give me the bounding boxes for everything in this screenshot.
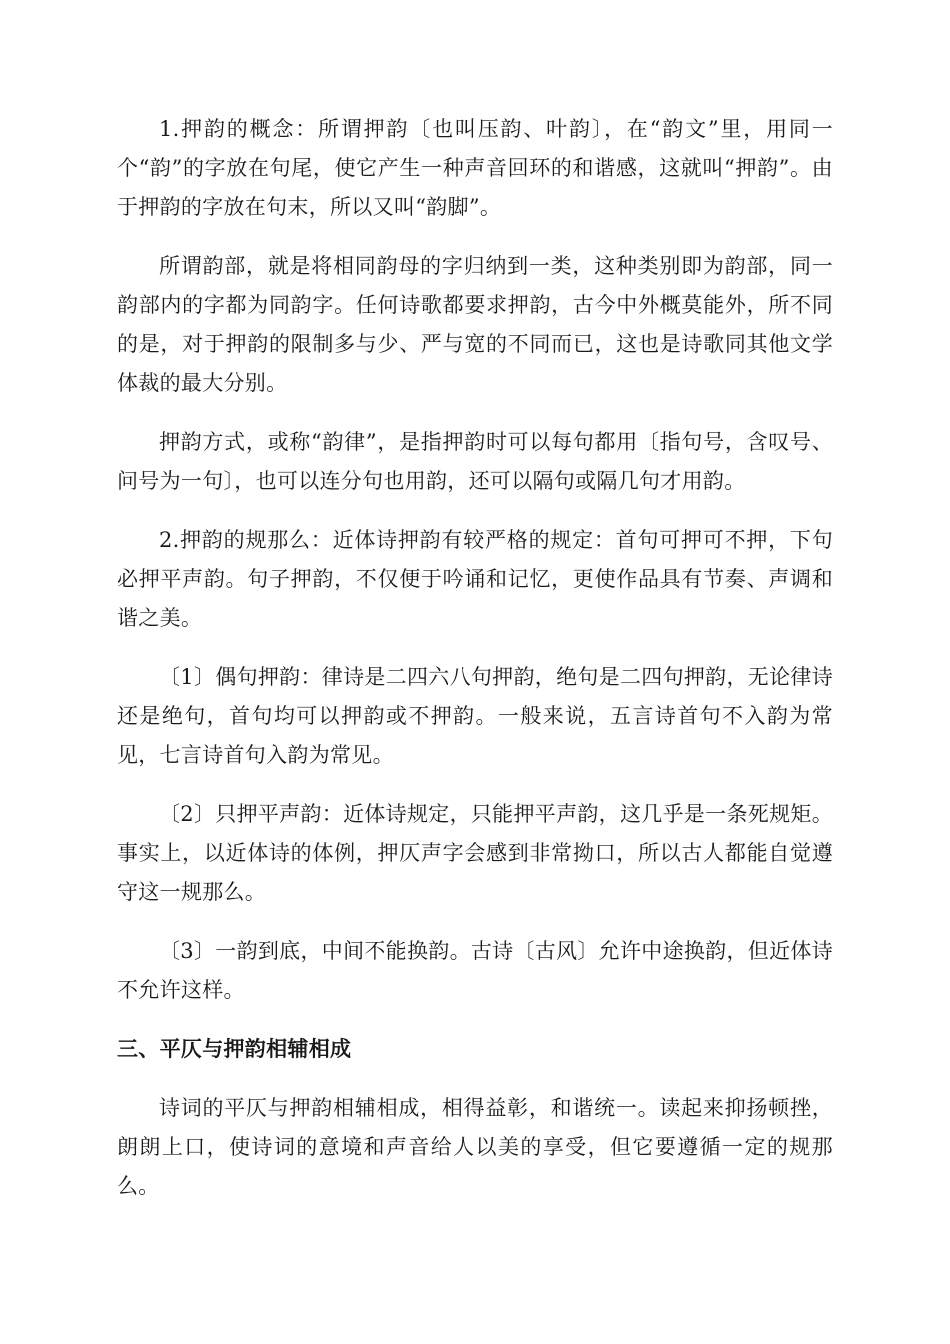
spacer [117, 638, 833, 658]
paragraph-rule-3: 〔3〕一韵到底，中间不能换韵。古诗〔古风〕允许中途换韵，但近体诗不允许这样。 [117, 939, 833, 1002]
spacer [117, 501, 833, 521]
paragraph-final: 诗词的平仄与押韵相辅相成，相得益彰，和谐统一。读起来抑扬顿挫，朗朗上口，使诗词的意境和声音给人以美的享受，但它要遵循一定的规那么。 [117, 1096, 833, 1198]
spacer [117, 1069, 833, 1089]
paragraph-rhyme-group: 所谓韵部，就是将相同韵母的字归纳到一类，这种类别即为韵部，同一韵部内的字都为同韵字。任何诗歌都要求押韵，古今中外概莫能外，所不同的是，对于押韵的限制多与少、严与宽的不同而已，这也是诗歌同其他文学体裁的最大分别。 [117, 254, 833, 395]
paragraph-rule-1: 〔1〕偶句押韵：律诗是二四六八句押韵，绝句是二四句押韵，无论律诗还是绝句，首句均可以押韵或不押韵。一般来说，五言诗首句不入韵为常见，七言诗首句入韵为常见。 [117, 665, 833, 767]
paragraph-rhyme-method: 押韵方式，或称“韵律”，是指押韵时可以每句都用〔指句号，含叹号、问号为一句〕，也可以连分句也用韵，还可以隔句或隔几句才用韵。 [117, 430, 833, 493]
spacer [117, 912, 833, 932]
spacer [117, 227, 833, 247]
document-page [117, 110, 833, 1206]
spacer [117, 403, 833, 423]
section-heading: 三、平仄与押韵相辅相成 [117, 1037, 352, 1061]
spacer [117, 1010, 833, 1030]
paragraph-rule-2: 〔2〕只押平声韵：近体诗规定，只能押平声韵，这几乎是一条死规矩。事实上，以近体诗的体例，押仄声字会感到非常拗口，所以古人都能自觉遵守这一规那么。 [117, 802, 833, 904]
paragraph-rhyme-rules: 2.押韵的规那么：近体诗押韵有较严格的规定：首句可押可不押，下句必押平声韵。句子押韵，不仅便于吟诵和记忆，更使作品具有节奏、声调和谐之美。 [117, 528, 833, 630]
spacer [117, 775, 833, 795]
paragraph-rhyme-concept: 1.押韵的概念：所谓押韵〔也叫压韵、叶韵〕，在“韵文”里，用同一个“韵”的字放在句尾，使它产生一种声音回环的和谐感，这就叫“押韵”。由于押韵的字放在句末，所以又叫“韵脚”。 [117, 117, 833, 219]
